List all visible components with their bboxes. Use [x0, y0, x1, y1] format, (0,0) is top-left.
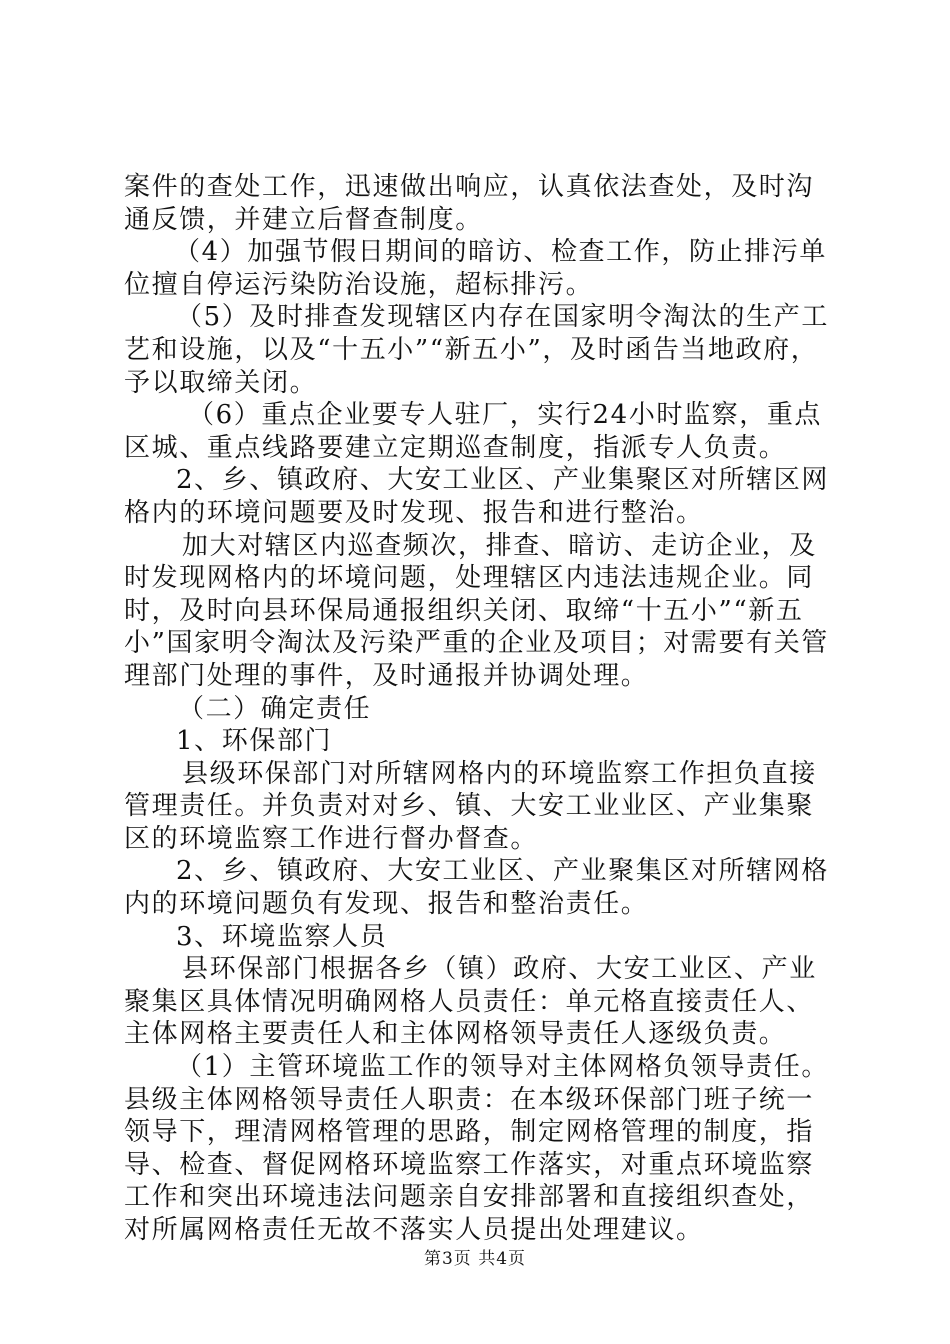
paragraph-9: 县级环保部门对所辖网格内的环境监察工作担负直接管理责任。并负责对对乡、镇、大安工业业区、产业集聚区的环境监察工作进行督办督查。 — [124, 758, 817, 854]
document-body — [124, 171, 834, 1247]
page-number-footer: 第3页 共4页 — [423, 1249, 527, 1269]
paragraph-4: （6）重点企业要专人驻厂，实行24小时监察，重点区城、重点线路要建立定期巡查制度，指派专人负责。 — [124, 400, 823, 463]
paragraph-5: 2、乡、镇政府、大安工业区、产业集聚区对所辖区网格内的环境问题要及时发现、报告和进行整治。 — [124, 465, 829, 528]
subheading-inspection-staff: 3、环境监察人员 — [176, 921, 388, 952]
paragraph-1: 案件的查处工作，迅速做出响应，认真依法查处，及时沟通反馈，并建立后督查制度。 — [124, 172, 815, 235]
paragraph-3: （5）及时排查发现辖区内存在国家明令淘汰的生产工艺和设施，以及“十五小”“新五小”，及时函告当地政府，予以取缔关闭。 — [124, 302, 829, 398]
section-heading-confirm-responsibility: （二）确定责任 — [178, 693, 372, 724]
paragraph-2: （4）加强节假日期间的暗访、检查工作，防止排污单位擅自停运污染防治设施，超标排污。 — [124, 237, 827, 300]
paragraph-6: 加大对辖区内巡查频次，排查、暗访、走访企业，及时发现网格内的坏境问题，处理辖区内违法违规企业。同时，及时向县环保局通报组织关闭、取缔“十五小”“新五小”国家明令淘汰及污染严重的企业及项目；对需要有关管理部门处理的事件，及时通报并协调处理。 — [124, 530, 829, 691]
subheading-environmental-department: 1、环保部门 — [176, 726, 333, 757]
paragraph-13: （1）主管环境监工作的领导对主体网格负领导责任。县级主体网格领导责任人职责：在本级环保部门班子统一领导下，理清网格管理的思路，制定网格管理的制度，指导、检查、督促网格环境监察工作落实，对重点环境监察工作和突出环境违法问题亲自安排部署和直接组织查处，对所属网格责任无故不落实人员提出处理建议。 — [124, 1052, 829, 1245]
paragraph-12: 县环保部门根据各乡（镇）政府、大安工业区、产业聚集区具体情况明确网格人员责任：单元格直接责任人、主体网格主要责任人和主体网格领导责任人逐级负责。 — [124, 954, 817, 1050]
paragraph-10: 2、乡、镇政府、大安工业区、产业聚集区对所辖网格内的环境问题负有发现、报告和整治责任。 — [124, 856, 829, 920]
